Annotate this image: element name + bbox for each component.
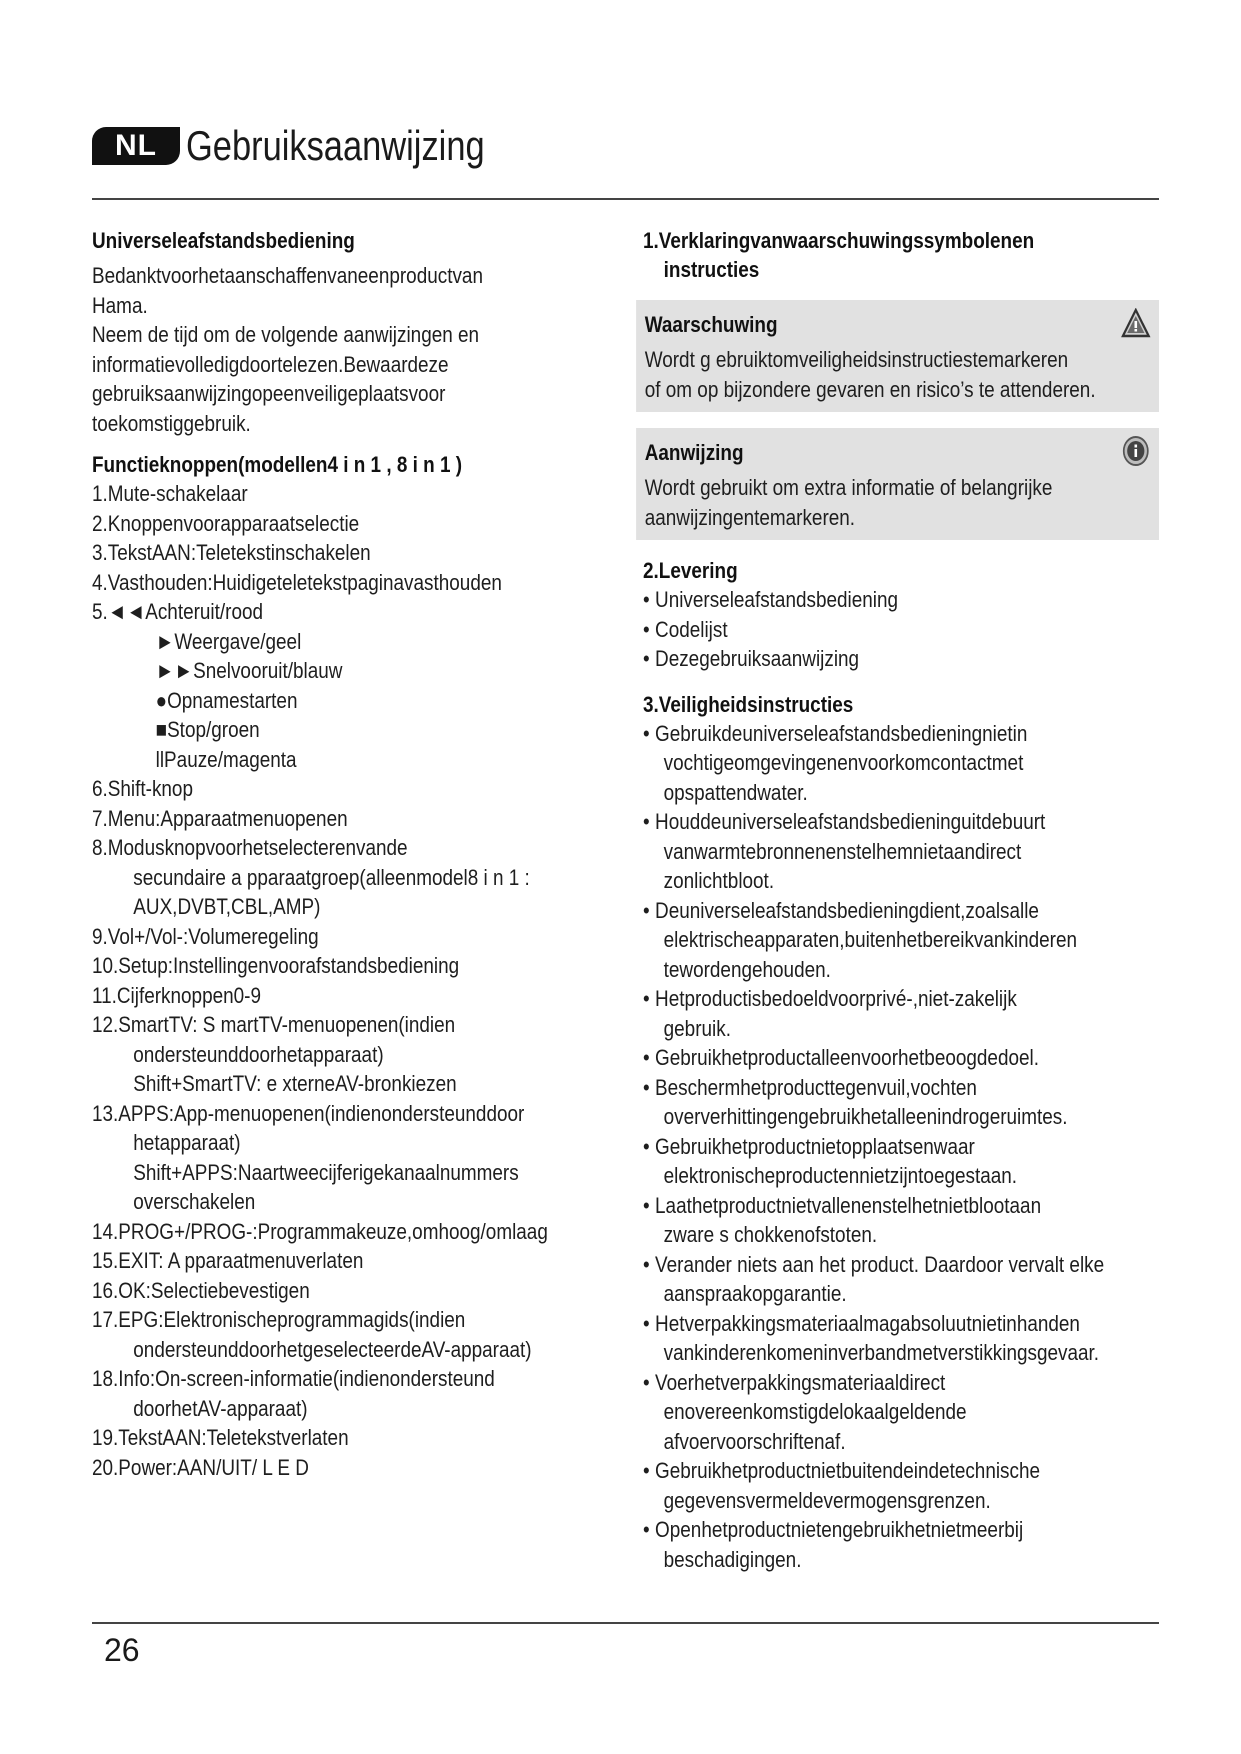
safety-line: Beschermhetproducttegenvuil,vochten [655,1074,977,1100]
safety-line: Houddeuniverseleafstandsbedieninguitdebuurt [655,809,1046,834]
safety-line: zonlichtbloot. [663,868,775,893]
list-item: Shift+APPS:Naartweecijferigekanaalnummers [133,1159,519,1185]
safety-line: Voerhetverpakkingsmateriaaldirect [655,1369,946,1395]
right-column [643,226,1159,1574]
warning-icon [1121,306,1150,340]
list-item: overschakelen [133,1189,256,1214]
note-line: Wordt gebruikt om extra informatie of belangrijke [644,475,1053,500]
note-title: Aanwijzing [644,440,744,465]
list-item: ondersteunddoorhetgeselecteerdeAV-apparaat) [133,1336,532,1362]
list-item: ■Stop/groen [155,717,260,742]
list-item: 8.Modusknopvoorhetselecterenvande [92,835,408,860]
intro-line: gebruiksaanwijzingopeenveiligeplaatsvoor [92,381,446,406]
safety-line: gegevensvermeldevermogensgrenzen. [663,1487,991,1513]
list-item: 11.Cijferknoppen0-9 [92,982,261,1008]
bullet: • [643,1369,650,1395]
footer-divider [92,1622,1159,1624]
safety-line: elektronischeproductennietzijntoegestaan. [663,1163,1018,1188]
bullet: • [643,1458,650,1483]
list-item: ►Weergave/geel [155,628,302,654]
safety-line: vankinderenkomeninverbandmetverstikkingsgevaar. [663,1340,1100,1365]
list-item [643,984,1159,1043]
list-item: 3.TekstAAN:Teletekstinschakelen [92,540,371,565]
intro-line: Hama. [92,292,148,318]
safety-line: elektrischeapparaten,buitenhetbereikvankinderen [663,927,1078,952]
section1-heading-cont: instructies [663,257,760,282]
list-item [643,1132,1159,1191]
list-item: 14.PROG+/PROG-:Programmakeuze,omhoog/omlaag [92,1218,548,1244]
intro-line: toekomstiggebruik. [92,410,251,436]
list-item: • Codelijst [643,615,1159,645]
list-item [643,1368,1159,1457]
list-item: 19.TekstAAN:Teletekstverlaten [92,1425,349,1450]
safety-line: opspattendwater. [663,779,808,805]
delivery-list [643,585,1159,674]
bullet: • [643,587,650,612]
list-item: llPauze/magenta [155,746,297,772]
list-item: ►►Snelvooruit/blauw [155,658,343,683]
bullet: • [643,616,650,642]
list-item: 6.Shift-knop [92,776,193,801]
bullet: • [643,897,650,923]
function-keys-list [92,479,592,1482]
list-item: 12.SmartTV: S martTV-menuopenen(indien [92,1012,456,1037]
section3-heading: 3.Veiligheidsinstructies [643,691,854,717]
safety-line: Gebruikhetproductnietopplaatsenwaar [655,1133,975,1159]
info-icon [1121,434,1150,468]
list-item: ●Opnamestarten [155,687,298,713]
safety-line: zware s chokkenofstoten. [663,1222,878,1247]
bullet: • [643,1133,650,1159]
document-title: Gebruiksaanwijzing [186,122,485,169]
safety-line: Hetproductisbedoeldvoorprivé-,niet-zakelijk [655,986,1017,1011]
list-item: 4.Vasthouden:Huidigeteletekstpaginavasthouden [92,569,502,595]
list-item: Shift+SmartTV: e xterneAV-bronkiezen [133,1071,457,1096]
bullet: • [643,1192,650,1218]
intro-line: Neem de tijd om de volgende aanwijzingen en [92,322,480,347]
page-header [92,122,550,170]
list-item [643,1515,1159,1574]
list-item [643,896,1159,985]
safety-line: vochtigeomgevingenenvoorkomcontactmet [663,750,1024,775]
list-item [643,1043,1159,1073]
page-number: 26 [104,1632,140,1668]
safety-line: Gebruikhetproductalleenvoorhetbeoogdedoel. [655,1045,1039,1070]
list-item [643,1456,1159,1515]
list-item: AUX,DVBT,CBL,AMP) [133,894,321,919]
list-item: 13.APPS:App-menuopenen(indienondersteunddoor [92,1100,525,1126]
bullet: • [643,720,650,746]
bullet: • [643,1074,650,1100]
bullet: • [643,1310,650,1336]
intro-heading: Universeleafstandsbediening [92,228,355,253]
bullet: • [643,1517,650,1542]
list-item [643,1073,1159,1132]
list-item: 7.Menu:Apparaatmenuopenen [92,805,348,831]
list-item: 1.Mute-schakelaar [92,481,248,506]
list-item [643,1191,1159,1250]
warning-box [636,300,1159,412]
warning-title: Waarschuwing [644,312,778,337]
list-item [643,719,1159,808]
safety-line: Laathetproductnietvallenenstelhetnietblootaan [655,1192,1042,1218]
list-item: 20.Power:AAN/UIT/ L E D [92,1454,309,1480]
bullet: • [643,1045,650,1070]
list-item: 9.Vol+/Vol-:Volumeregeling [92,923,319,949]
list-item [643,1309,1159,1368]
section2-heading: 2.Levering [643,558,738,583]
list-item [643,807,1159,896]
safety-line: Gebruikdeuniverseleafstandsbedieningnietin [655,720,1028,746]
bullet: • [643,1251,650,1277]
bullet: • [643,986,650,1011]
safety-line: gebruik. [663,1015,731,1041]
list-item: ondersteunddoorhetapparaat) [133,1041,384,1067]
list-item: • Dezegebruiksaanwijzing [643,644,1159,674]
safety-line: Deuniverseleafstandsbedieningdient,zoalsalle [655,897,1039,923]
list-item: 10.Setup:Instellingenvoorafstandsbediening [92,953,460,978]
safety-line: Hetverpakkingsmateriaalmagabsoluutnietinhanden [655,1310,1080,1336]
list-item: 16.OK:Selectiebevestigen [92,1277,310,1303]
intro-line: informatievolledigdoortelezen.Bewaardeze [92,351,449,377]
bullet: • [643,809,650,834]
warning-line: of om op bijzondere gevaren en risico’s te attenderen. [644,376,1096,402]
left-column [92,226,592,1482]
header-divider [92,198,1159,200]
section1-heading: 1.Verklaringvanwaarschuwingssymbolenen [643,228,1035,253]
list-item: hetapparaat) [133,1130,241,1155]
intro-paragraph [92,261,592,438]
list-item [643,1250,1159,1309]
list-item: • Universeleafstandsbediening [643,585,1159,615]
list-item: 18.Info:On-screen-informatie(indienondersteund [92,1366,495,1391]
language-badge: NL [92,127,180,165]
list-item: 2.Knoppenvoorapparaatselectie [92,510,360,536]
note-line: aanwijzingentemarkeren. [644,504,856,530]
safety-line: aanspraakopgarantie. [663,1281,847,1306]
safety-line: beschadigingen. [663,1546,802,1572]
list-item: doorhetAV-apparaat) [133,1395,308,1421]
list-item: 15.EXIT: A pparaatmenuverlaten [92,1248,364,1273]
safety-line: tewordengehouden. [663,956,831,982]
safety-line: afvoervoorschriftenaf. [663,1428,846,1454]
warning-line: Wordt g ebruiktomveiligheidsinstructiestemarkeren [644,347,1069,372]
safety-line: Openhetproductnietengebruikhetnietmeerbij [655,1517,1024,1542]
safety-line: vanwarmtebronnenenstelhemnietaandirect [663,838,1022,864]
safety-line: Gebruikhetproductnietbuitendeindetechnische [655,1458,1041,1483]
safety-list [643,719,1159,1575]
list-item: 17.EPG:Elektronischeprogrammagids(indien [92,1307,466,1332]
intro-line: Bedanktvoorhetaanschaffenvaneenproductvan [92,263,483,288]
function-keys-heading: Functieknoppen(modellen4 i n 1 , 8 i n 1 ) [92,452,463,477]
list-item: 5.◄◄Achteruit/rood [92,599,264,624]
note-box [636,428,1159,540]
safety-line: Verander niets aan het product. Daardoor vervalt elke [655,1251,1105,1277]
safety-line: oververhittingengebruikhetalleenindrogeruimtes. [663,1104,1068,1129]
safety-line: enovereenkomstigdelokaalgeldende [663,1399,967,1424]
list-item: secundaire a pparaatgroep(alleenmodel8 i n 1 : [133,864,530,890]
bullet: • [643,646,650,671]
